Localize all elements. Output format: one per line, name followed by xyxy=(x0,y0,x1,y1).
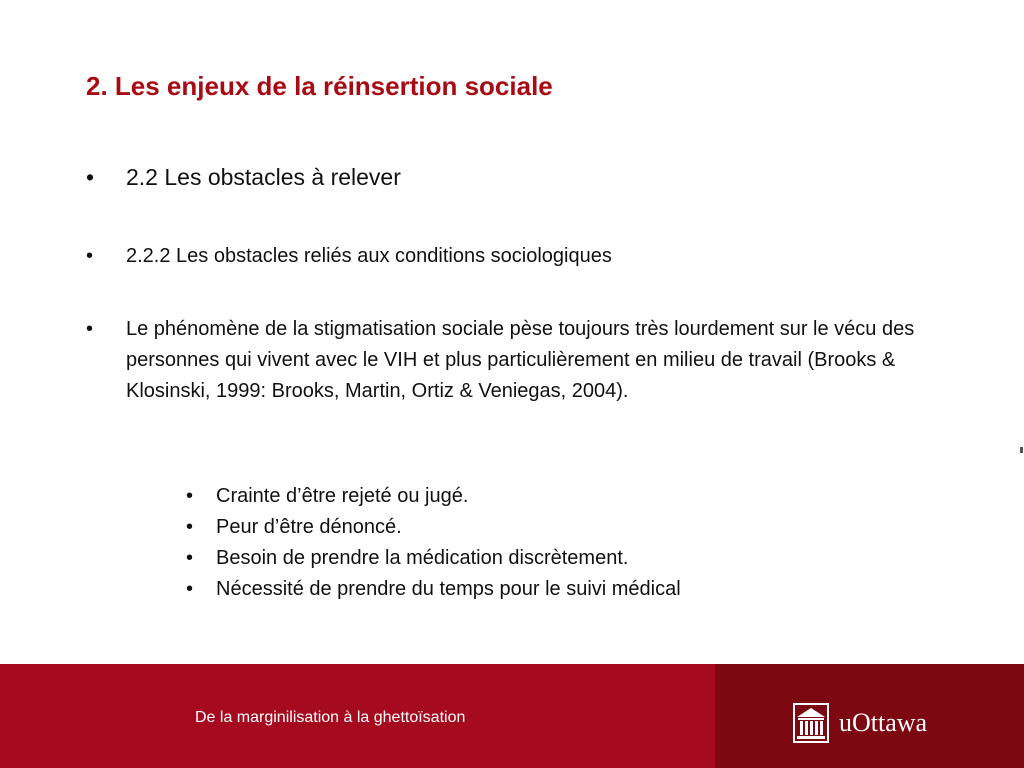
bullet-obstacles-heading xyxy=(86,158,401,196)
sub-bullet-item xyxy=(186,512,681,543)
sub-bullet-text: Crainte d’être rejeté ou jugé. xyxy=(216,485,469,507)
sub-bullet-marker: • xyxy=(186,578,194,600)
sub-bullet-marker: • xyxy=(186,485,194,507)
slide-title: 2. Les enjeux de la réinsertion sociale xyxy=(86,71,553,101)
sub-bullet-marker: • xyxy=(186,516,194,538)
sub-bullet-text: Besoin de prendre la médication discrètement. xyxy=(216,547,629,569)
bullet-marker: • xyxy=(86,318,94,340)
sub-bullet-item xyxy=(186,574,681,605)
footer-left-panel xyxy=(0,664,715,768)
bullet-text: 2.2.2 Les obstacles reliés aux conditions sociologiques xyxy=(126,245,612,267)
bullet-stigmatization xyxy=(86,314,946,407)
bullet-text: 2.2 Les obstacles à relever xyxy=(126,164,401,190)
logo-wordmark: uOttawa xyxy=(839,708,928,737)
bullet-marker: • xyxy=(86,245,94,267)
bullet-marker: • xyxy=(86,164,95,190)
sub-bullet-text: Peur d’être dénoncé. xyxy=(216,516,402,538)
edge-artifact xyxy=(1020,447,1023,453)
sub-bullet-list xyxy=(186,481,681,605)
sub-bullet-marker: • xyxy=(186,547,194,569)
bullet-text: Le phénomène de la stigmatisation sociale pèse toujours très lourdement sur le vécu des personnes qui vivent avec le VIH et plus particulièrement en milieu de travail (Brooks & Klosinski, 1999: Brooks, Martin, Ortiz & Veniegas, 2004). xyxy=(126,318,915,402)
bullet-sociological-obstacles xyxy=(86,238,612,274)
uottawa-logo xyxy=(793,703,927,743)
sub-bullet-item xyxy=(186,481,681,512)
sub-bullet-item xyxy=(186,543,681,574)
university-building-icon xyxy=(793,703,829,743)
sub-bullet-text: Nécessité de prendre du temps pour le suivi médical xyxy=(216,578,681,600)
footer-caption: De la marginilisation à la ghettoïsation xyxy=(195,709,466,726)
